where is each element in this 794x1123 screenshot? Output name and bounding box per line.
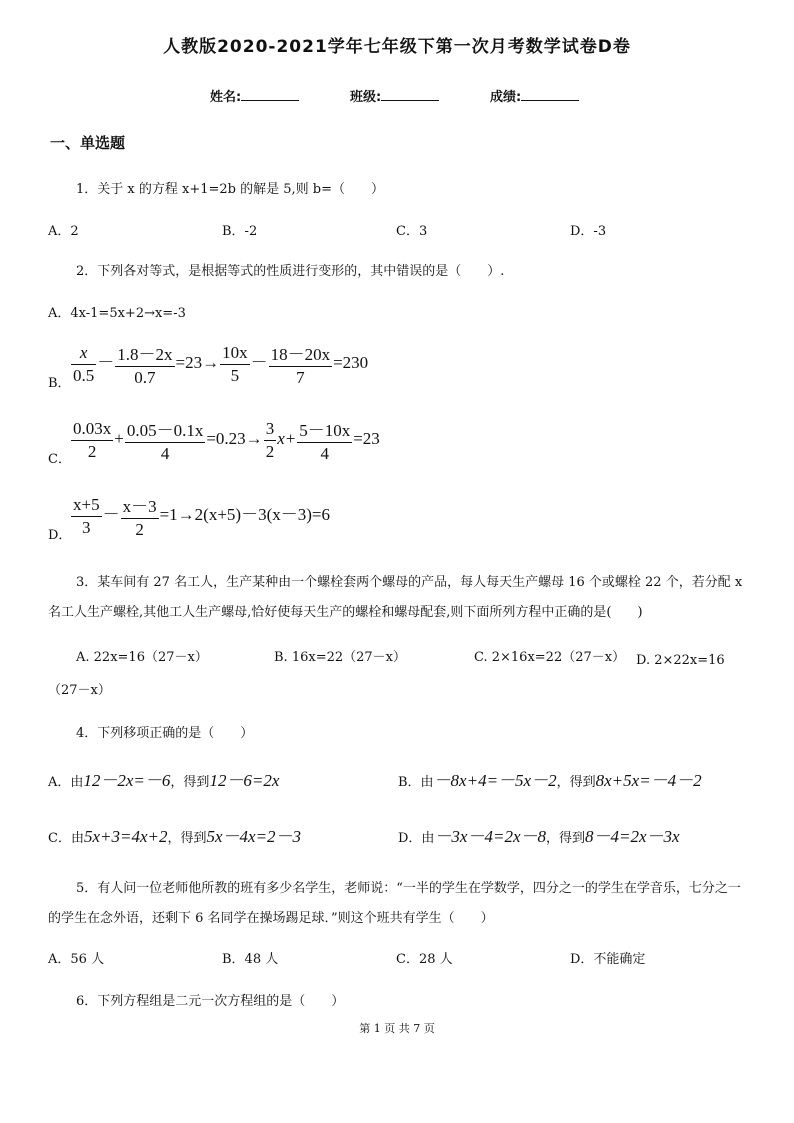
q5-option-a: A．56 人 — [48, 952, 105, 967]
name-label: 姓名: — [210, 90, 242, 105]
q2-option-c-label: C． — [48, 452, 71, 467]
fraction: $\frac{0.05-0.1x}{4}$ — [125, 416, 206, 464]
q2-option-c-equation: $\frac{0.03x}{2}$ + $\frac{0.05-0.1x}{4}$ =0.23→ $\frac{3}{2}$ x+ $\frac{5-10x}{4}$ =23 — [70, 416, 380, 464]
q1-option-c: C．3 — [396, 224, 428, 239]
score-blank — [521, 88, 579, 101]
fraction: $\frac{5-10x}{4}$ — [297, 416, 352, 464]
q5-option-d: D．不能确定 — [570, 952, 646, 967]
q5-option-c: C．28 人 — [396, 952, 453, 967]
q2-option-b-equation: $\frac{x}{0.5}$ － $\frac{1.8-2x}{0.7}$ =23→ $\frac{10x}{5}$ － $\frac{18-20x}{7}$ =230 — [70, 340, 368, 388]
fraction: $\frac{x}{0.5}$ — [73, 342, 95, 385]
q4-option-b: B．由－8x+4=－5x－2，得到8x+5x=－4－2 — [398, 771, 702, 790]
fraction: $\frac{x-3}{2}$ — [121, 492, 159, 540]
name-blank — [241, 88, 299, 101]
class-blank — [381, 88, 439, 101]
q3-option-b: B. 16x=22（27－x） — [274, 650, 406, 665]
q2-option-d-equation: $\frac{x+5}{3}$ － $\frac{x-3}{2}$ =1→2(x+5)－3(x－3)=6 — [70, 492, 330, 540]
page-title: 人教版2020-2021学年七年级下第一次月考数学试卷D卷 — [163, 37, 631, 57]
q4-option-c: C．由5x+3=4x+2，得到5x－4x=2－3 — [48, 827, 302, 846]
page-footer: 第 1 页 共 7 页 — [359, 1022, 435, 1035]
question-3-stem: 3．某车间有 27 名工人，生产某种由一个螺栓套两个螺母的产品，每人每天生产螺母 16 个或螺栓 22 个，若分配 x 名工人生产螺栓,其他工人生产螺母,恰好使每天生产的螺栓和螺母配套,则下面所列方程中正确的是( ) — [48, 575, 743, 620]
q2-option-d-label: D． — [48, 528, 72, 543]
fraction: $\frac{18-20x}{7}$ — [269, 340, 333, 388]
question-5-stem: 5．有人问一位老师他所教的班有多少名学生，老师说：“一半的学生在学数学，四分之一的学生在学音乐，七分之一的学生在念外语，还剩下 6 名同学在操场踢足球．”则这个班共有学生（ ） — [48, 881, 741, 926]
q3-option-a: A. 22x=16（27－x） — [76, 650, 208, 665]
question-2-stem: 2．下列各对等式，是根据等式的性质进行变形的，其中错误的是（ ）. — [76, 264, 505, 279]
question-4-stem: 4．下列移项正确的是（ ） — [76, 726, 254, 741]
question-6-stem: 6．下列方程组是二元一次方程组的是（ ） — [76, 994, 345, 1009]
q3-option-c: C. 2×16x=22（27－x） — [474, 650, 626, 665]
q5-option-b: B．48 人 — [222, 952, 279, 967]
q2-option-a: A．4x-1=5x+2→x=-3 — [48, 306, 186, 321]
q1-option-b: B．-2 — [222, 224, 258, 239]
fraction: $\frac{0.03x}{2}$ — [73, 418, 112, 461]
class-field — [350, 86, 439, 105]
section-title: 一、单选题 — [50, 134, 126, 152]
fraction: $\frac{3}{2}$ — [265, 418, 275, 461]
q2-option-b-label: B． — [48, 376, 71, 391]
name-field — [210, 86, 299, 105]
q4-option-a: A．由12－2x=－6，得到12－6=2x — [48, 771, 280, 790]
q1-option-a: A．2 — [48, 224, 79, 239]
q1-option-d: D．-3 — [570, 224, 607, 239]
question-1-stem: 1．关于 x 的方程 x+1=2b 的解是 5,则 b=（ ） — [76, 182, 384, 197]
fraction: $\frac{1.8-2x}{0.7}$ — [115, 340, 174, 388]
q3-option-d: D. 2×22x=16（27－x） — [48, 653, 725, 698]
q4-option-d: D．由－3x－4=2x－8，得到8－4=2x－3x — [398, 827, 680, 846]
class-label: 班级: — [350, 90, 382, 105]
score-label: 成绩: — [490, 90, 522, 105]
fraction: $\frac{x+5}{3}$ — [73, 494, 100, 537]
fraction: $\frac{10x}{5}$ — [222, 342, 248, 385]
score-field — [490, 86, 579, 105]
